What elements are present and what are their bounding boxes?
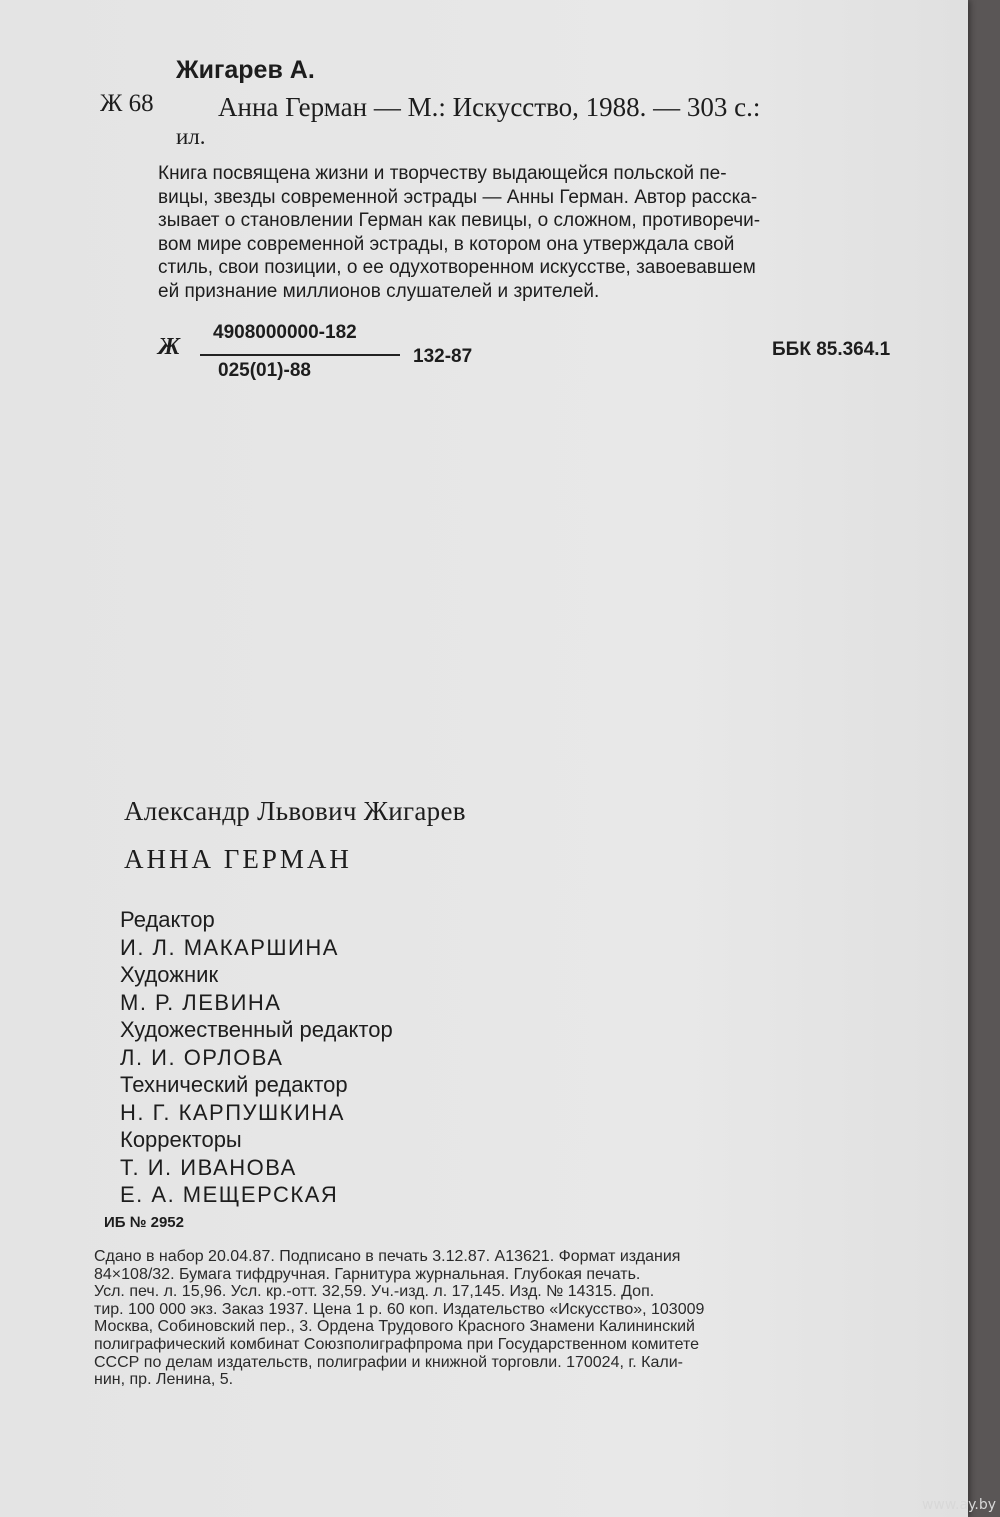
ib-number: ИБ № 2952 [104, 1214, 184, 1231]
catalog-biblio: Анна Герман — М.: Искусство, 1988. — 303 с.: [218, 92, 761, 122]
imprint-line: Усл. печ. л. 15,96. Усл. кр.-отт. 32,59. Уч.-изд. л. 17,145. Изд. № 14315. Доп. [94, 1283, 655, 1301]
imprint-line: СССР по делам издательств, полиграфии и книжной торговли. 170024, г. Кали- [94, 1353, 683, 1371]
credits-list [120, 906, 393, 1209]
credit-person: Л. И. ОРЛОВА [120, 1044, 284, 1070]
annotation-paragraph [158, 162, 928, 303]
imprint-line: Москва, Собиновский пер., 3. Ордена Трудового Красного Знамени Калининский [94, 1318, 695, 1336]
imprint-line: нин, пр. Ленина, 5. [94, 1371, 234, 1389]
credit-person: М. Р. ЛЕВИНА [120, 989, 282, 1015]
credit-person: И. Л. МАКАРШИНА [120, 934, 339, 960]
imprint-line: 84×108/32. Бумага тифдручная. Гарнитура журнальная. Глубокая печать. [94, 1265, 641, 1283]
credit-person: Т. И. ИВАНОВА [120, 1154, 297, 1180]
index-right: 132-87 [413, 346, 473, 367]
imprint-line: тир. 100 000 экз. Заказ 1937. Цена 1 р. 60 коп. Издательство «Искусство», 103009 [94, 1300, 705, 1318]
credit-role: Художественный редактор [120, 1017, 393, 1042]
index-denominator: 025(01)-88 [218, 360, 311, 381]
imprint-line: полиграфический комбинат Союзполиграфпрома при Государственном комитете [94, 1335, 699, 1353]
credit-role: Технический редактор [120, 1072, 348, 1097]
book-title: АННА ГЕРМАН [124, 844, 352, 874]
annotation-line: ей признание миллионов слушателей и зрителей. [158, 280, 600, 302]
index-letter: Ж [158, 334, 181, 360]
catalog-ill: ил. [176, 124, 206, 149]
credit-person: Н. Г. КАРПУШКИНА [120, 1099, 345, 1125]
annotation-line: зывает о становлении Герман как певицы, о сложном, противоречи- [158, 210, 761, 231]
index-numerator: 4908000000-182 [213, 322, 357, 343]
watermark: www.ay.by [921, 1497, 996, 1513]
credit-role: Редактор [120, 907, 215, 932]
book-full-author: Александр Львович Жигарев [124, 796, 466, 826]
annotation-line: стиль, свои позиции, о ее одухотворенном искусстве, завоевавшем [158, 257, 756, 278]
catalog-code: Ж 68 [100, 90, 154, 117]
credit-role: Корректоры [120, 1127, 242, 1152]
credit-person: Е. А. МЕЩЕРСКАЯ [120, 1182, 339, 1207]
annotation-line: вом мире современной эстрады, в котором она утверждала свой [158, 233, 735, 255]
annotation-line: Книга посвящена жизни и творчеству выдающейся польской пе- [158, 163, 727, 184]
bbk-code: ББК 85.364.1 [772, 339, 891, 360]
annotation-line: вицы, звезды современной эстрады — Анны Герман. Автор расска- [158, 186, 758, 208]
imprint-line: Сдано в набор 20.04.87. Подписано в печать 3.12.87. А13621. Формат издания [94, 1248, 681, 1265]
imprint-block [94, 1248, 886, 1389]
credit-role: Художник [120, 962, 219, 987]
catalog-author: Жигарев А. [176, 56, 315, 84]
fraction-line [200, 354, 400, 356]
